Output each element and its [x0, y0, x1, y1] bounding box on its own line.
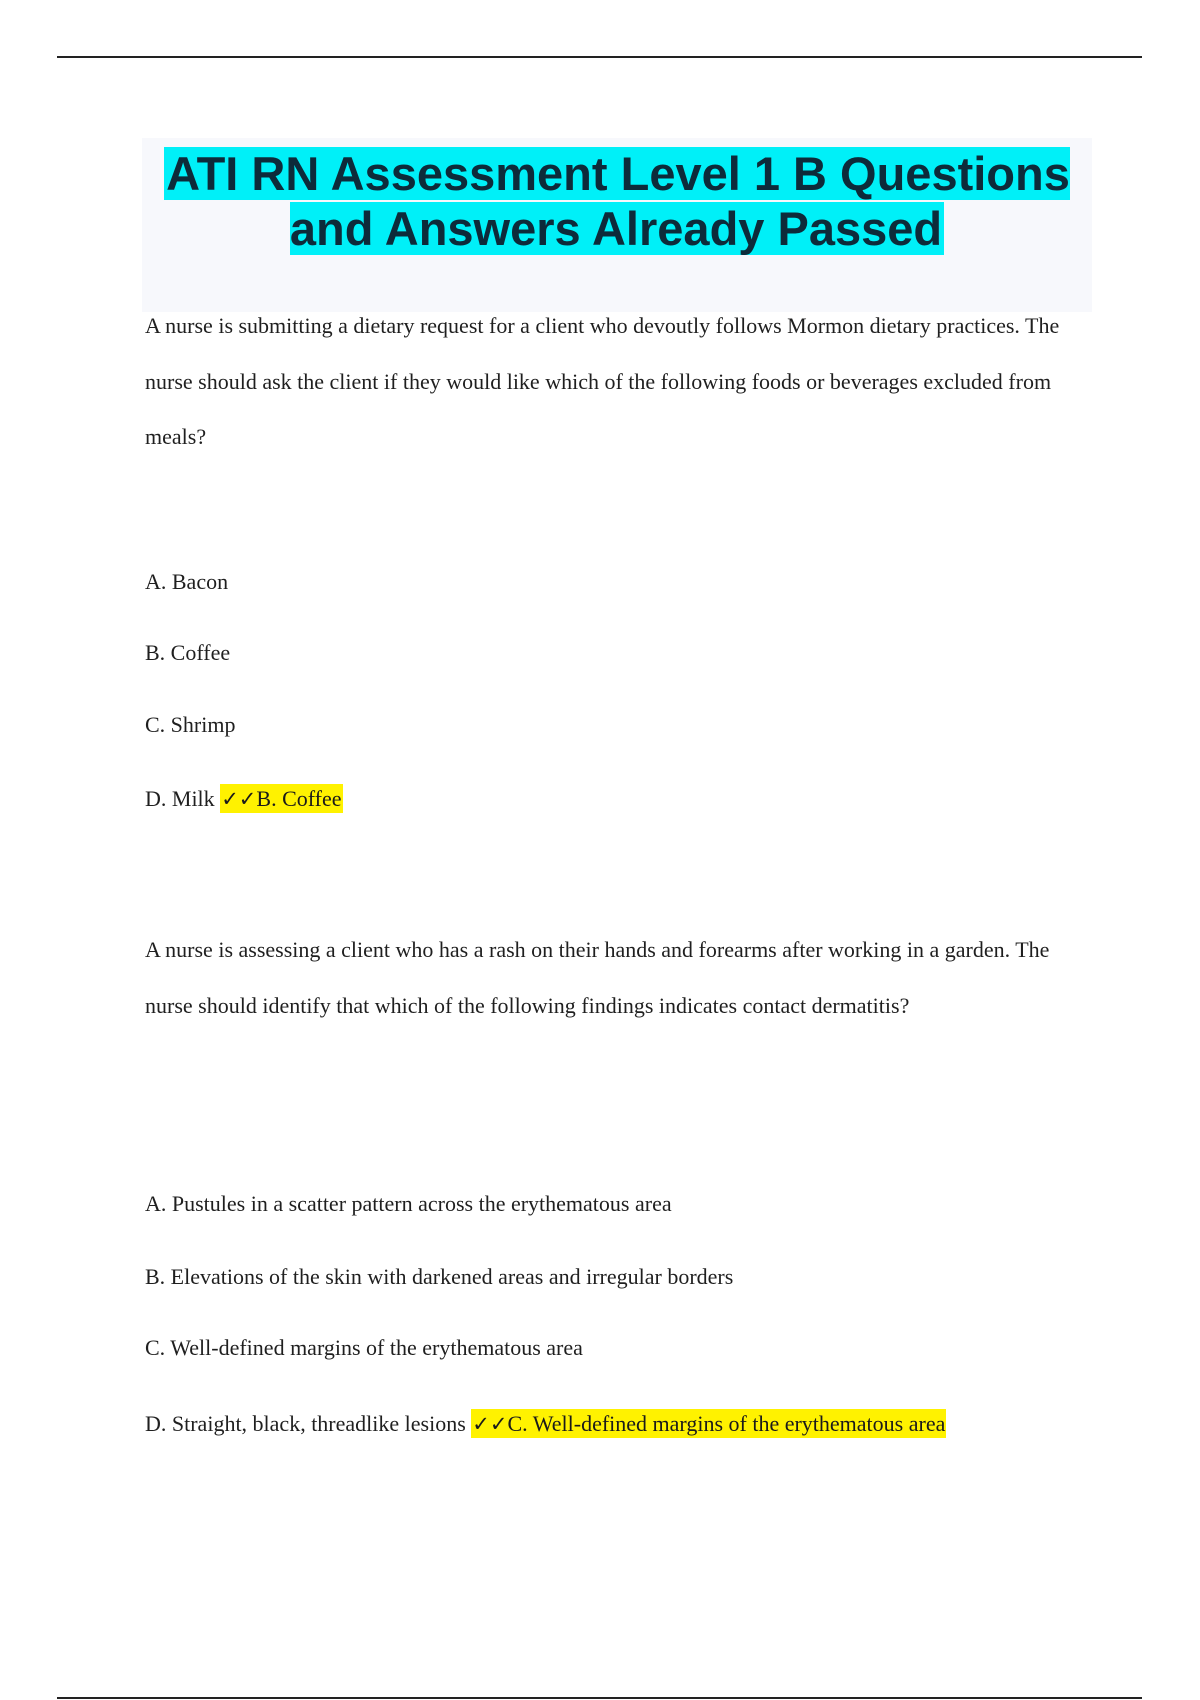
question-1-option-d-row: [145, 783, 343, 815]
question-1-option-d: D. Milk: [145, 786, 215, 811]
double-check-icon: ✓✓: [472, 1412, 508, 1436]
double-check-icon: ✓✓: [221, 787, 257, 811]
question-1-option-a: A. Bacon: [145, 569, 229, 594]
question-2-option-b: B. Elevations of the skin with darkened areas and irregular borders: [145, 1264, 734, 1289]
question-1-prompt: A nurse is submitting a dietary request for a client who devoutly follows Mormon dietary practices. The nurse should ask the client if they would like which of the following foods or beverages excluded from meals?: [145, 313, 1060, 449]
question-2-answer: [471, 1409, 946, 1438]
title-block: [142, 138, 1092, 312]
document-title: ATI RN Assessment Level 1 B Questions and Answers Already Passed: [166, 147, 1070, 255]
question-1-option-b: B. Coffee: [145, 640, 231, 665]
page-top-rule: [57, 56, 1142, 58]
question-1-answer: [220, 784, 342, 813]
question-2-prompt: A nurse is assessing a client who has a rash on their hands and forearms after working in a garden. The nurse should identify that which of the following findings indicates contact dermatitis?: [145, 937, 1050, 1018]
question-1-option-c: C. Shrimp: [145, 712, 236, 737]
question-1-answer-text: B. Coffee: [256, 786, 342, 811]
question-2-option-c: C. Well-defined margins of the erythematous area: [145, 1335, 583, 1360]
question-2-answer-text: C. Well-defined margins of the erythematous area: [507, 1411, 946, 1436]
question-2-option-d-row: [145, 1408, 946, 1440]
page-bottom-rule: [57, 1697, 1142, 1699]
question-2-option-a: A. Pustules in a scatter pattern across the erythematous area: [145, 1191, 672, 1216]
question-2-option-d: D. Straight, black, threadlike lesions: [145, 1411, 466, 1436]
